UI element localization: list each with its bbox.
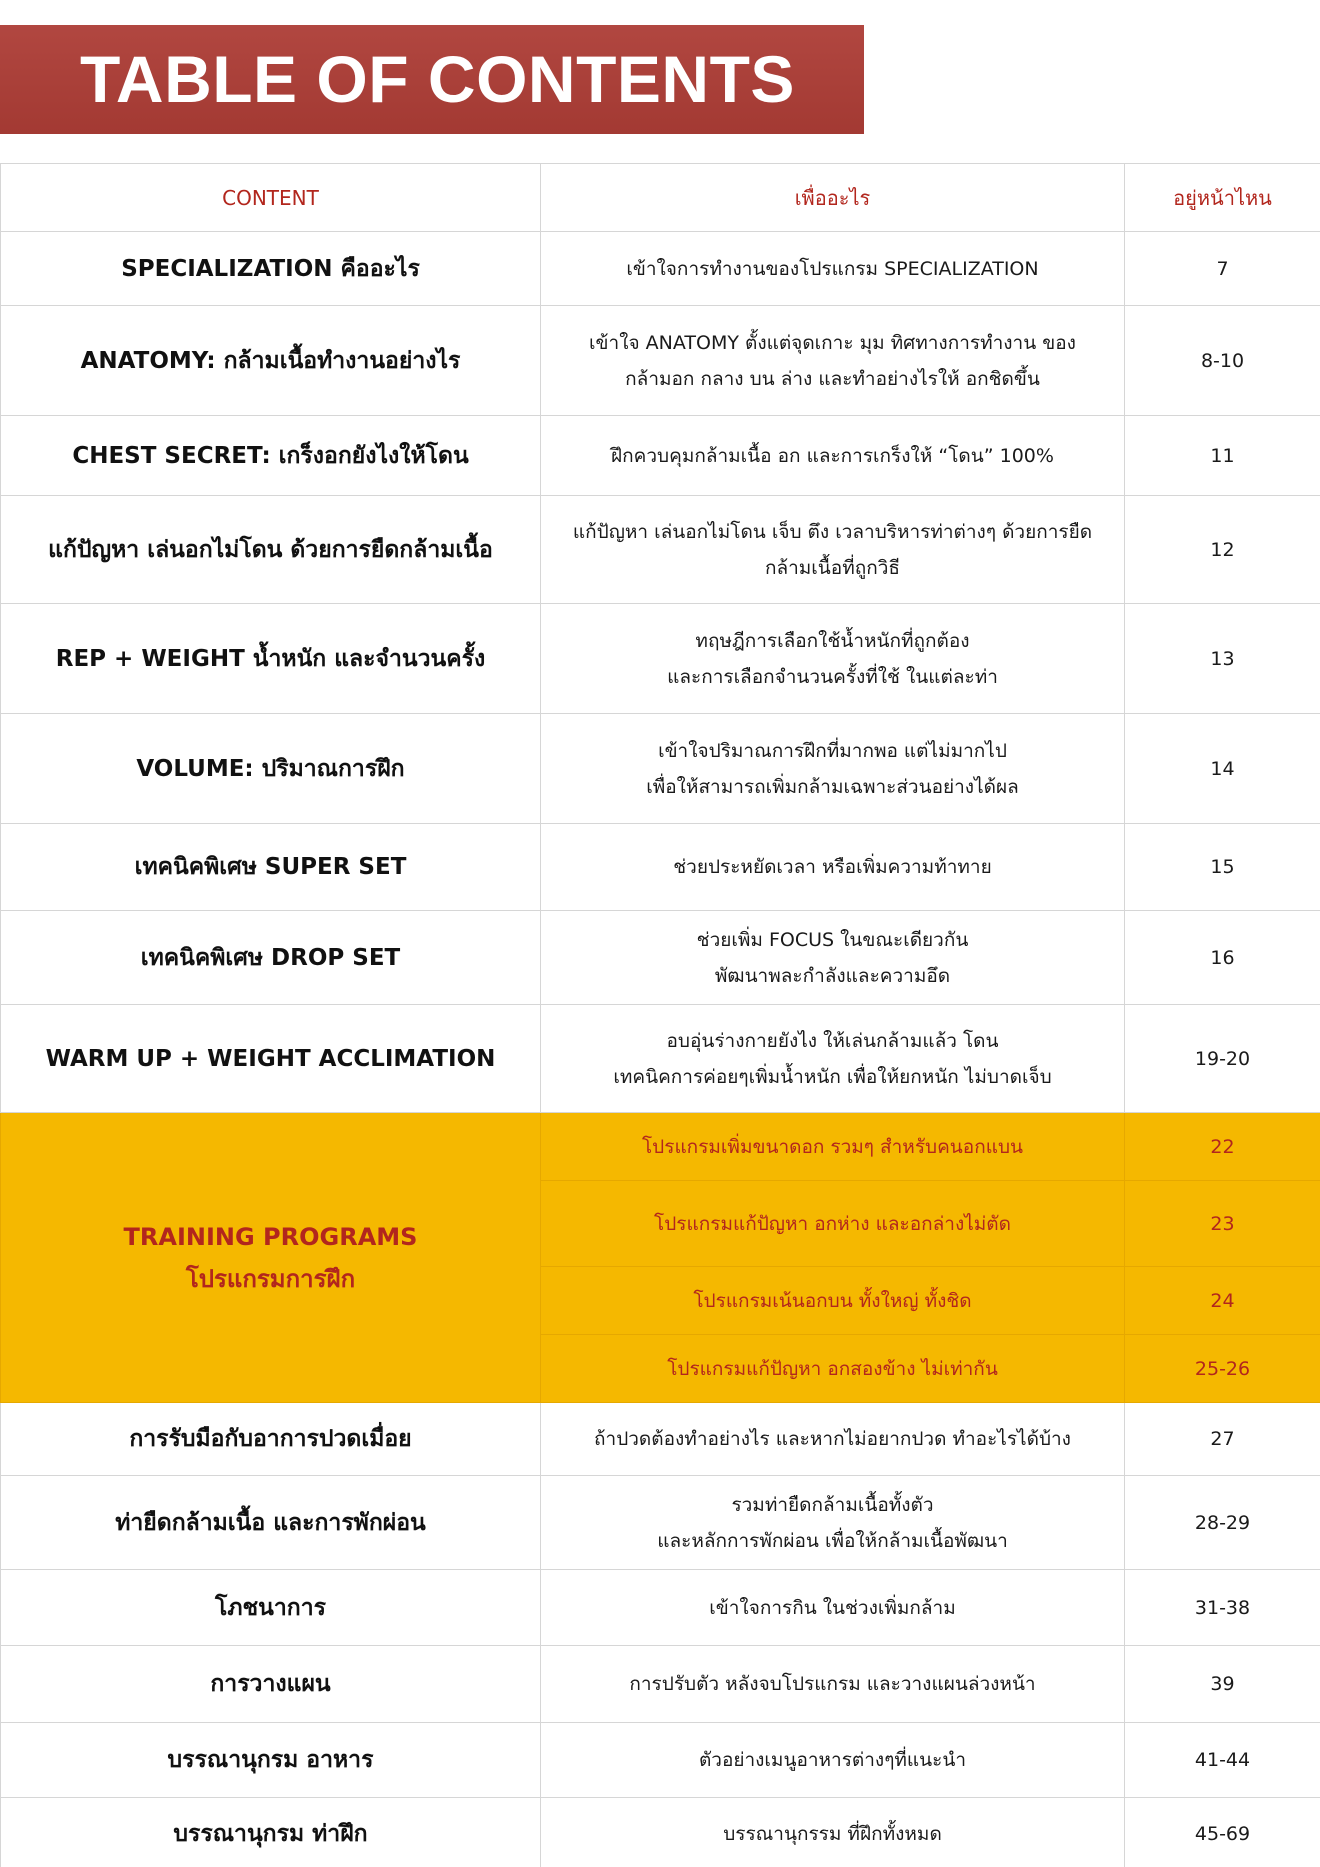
purpose-line: กล้ามอก กลาง บน ล่าง และทำอย่างไรให้ อกชิดขึ้น	[625, 367, 1040, 390]
purpose-line: เทคนิคการค่อยๆเพิ่มน้ำหนัก เพื่อให้ยกหนัก ไม่บาดเจ็บ	[613, 1065, 1052, 1088]
page-number: 31-38	[1125, 1570, 1320, 1646]
table-row	[1, 1403, 1320, 1476]
purpose-line: เพื่อให้สามารถเพิ่มกล้ามเฉพาะส่วนอย่างได้ผล	[646, 775, 1019, 798]
purpose-line: ถ้าปวดต้องทำอย่างไร และหากไม่อยากปวด ทำอะไรได้บ้าง	[594, 1428, 1071, 1450]
training-program-row	[1, 1113, 1320, 1181]
purpose-line: การปรับตัว หลังจบโปรแกรม และวางแผนล่วงหน้า	[629, 1673, 1036, 1695]
page-number: 13	[1125, 604, 1320, 714]
contents-table	[0, 163, 1320, 1867]
topic-cell: บรรณานุกรม ท่าฝึก	[1, 1798, 541, 1867]
table-row	[1, 1723, 1320, 1798]
topic-cell: เทคนิคพิเศษ DROP SET	[1, 911, 541, 1005]
table-row	[1, 306, 1320, 416]
purpose-cell	[541, 306, 1125, 416]
topic-cell: เทคนิคพิเศษ SUPER SET	[1, 824, 541, 911]
topic-cell: WARM UP + WEIGHT ACCLIMATION	[1, 1005, 541, 1113]
table-row	[1, 911, 1320, 1005]
page-number: 14	[1125, 714, 1320, 824]
table-row	[1, 714, 1320, 824]
topic-cell: แก้ปัญหา เล่นอกไม่โดน ด้วยการยืดกล้ามเนื้อ	[1, 496, 541, 604]
page-number: 24	[1125, 1267, 1320, 1335]
purpose-cell	[541, 416, 1125, 496]
page-number: 45-69	[1125, 1798, 1320, 1867]
title-banner	[0, 25, 864, 134]
purpose-line: พัฒนาพละกำลังและความอึด	[714, 964, 951, 987]
program-name: โปรแกรมเพิ่มขนาดอก รวมๆ สำหรับคนอกแบน	[541, 1113, 1125, 1181]
purpose-line: และการเลือกจำนวนครั้งที่ใช้ ในแต่ละท่า	[667, 665, 998, 688]
table-row	[1, 232, 1320, 306]
purpose-line: ช่วยประหยัดเวลา หรือเพิ่มความท้าทาย	[673, 856, 992, 878]
page-number: 22	[1125, 1113, 1320, 1181]
program-name: โปรแกรมแก้ปัญหา อกสองข้าง ไม่เท่ากัน	[541, 1335, 1125, 1403]
page-number: 25-26	[1125, 1335, 1320, 1403]
purpose-cell	[541, 1005, 1125, 1113]
page-number: 11	[1125, 416, 1320, 496]
page-number: 12	[1125, 496, 1320, 604]
page-number: 8-10	[1125, 306, 1320, 416]
column-header-purpose: เพื่ออะไร	[541, 164, 1125, 232]
topic-cell: ท่ายืดกล้ามเนื้อ และการพักผ่อน	[1, 1476, 541, 1570]
table-row	[1, 1646, 1320, 1723]
page-number: 23	[1125, 1181, 1320, 1267]
purpose-line: รวมท่ายืดกล้ามเนื้อทั้งตัว	[731, 1493, 934, 1516]
purpose-cell	[541, 496, 1125, 604]
program-name: โปรแกรมเน้นอกบน ทั้งใหญ่ ทั้งชิด	[541, 1267, 1125, 1335]
page-number: 27	[1125, 1403, 1320, 1476]
page-number: 19-20	[1125, 1005, 1320, 1113]
purpose-line: และหลักการพักผ่อน เพื่อให้กล้ามเนื้อพัฒนา	[657, 1529, 1008, 1552]
table-row	[1, 496, 1320, 604]
table-row	[1, 1005, 1320, 1113]
purpose-line: แก้ปัญหา เล่นอกไม่โดน เจ็บ ตึง เวลาบริหารท่าต่างๆ ด้วยการยืด	[572, 520, 1093, 543]
purpose-cell	[541, 1798, 1125, 1867]
purpose-line: บรรณานุกรรม ที่ฝึกทั้งหมด	[723, 1823, 942, 1845]
purpose-line: เข้าใจการทำงานของโปรแกรม SPECIALIZATION	[626, 257, 1039, 280]
topic-cell: SPECIALIZATION คืออะไร	[1, 232, 541, 306]
purpose-cell	[541, 714, 1125, 824]
purpose-cell	[541, 604, 1125, 714]
purpose-cell	[541, 1476, 1125, 1570]
purpose-cell	[541, 1646, 1125, 1723]
purpose-line: กล้ามเนื้อที่ถูกวิธี	[764, 556, 901, 579]
purpose-cell	[541, 824, 1125, 911]
purpose-cell	[541, 1723, 1125, 1798]
table-row	[1, 1798, 1320, 1867]
column-header-page: อยู่หน้าไหน	[1125, 164, 1320, 232]
table-row	[1, 604, 1320, 714]
page-number: 41-44	[1125, 1723, 1320, 1798]
purpose-cell	[541, 911, 1125, 1005]
table-row	[1, 824, 1320, 911]
topic-cell: CHEST SECRET: เกร็งอกยังไงให้โดน	[1, 416, 541, 496]
header-row	[1, 164, 1320, 232]
page-title: TABLE OF CONTENTS	[80, 42, 795, 116]
purpose-line: ตัวอย่างเมนูอาหารต่างๆที่แนะนำ	[698, 1749, 967, 1771]
purpose-line: เข้าใจปริมาณการฝึกที่มากพอ แต่ไม่มากไป	[658, 739, 1007, 762]
page-number: 28-29	[1125, 1476, 1320, 1570]
purpose-cell	[541, 1403, 1125, 1476]
topic-cell: การวางแผน	[1, 1646, 541, 1723]
topic-cell: VOLUME: ปริมาณการฝึก	[1, 714, 541, 824]
table-body	[1, 232, 1320, 1867]
topic-cell: ANATOMY: กล้ามเนื้อทำงานอย่างไร	[1, 306, 541, 416]
training-programs-label	[1, 1113, 541, 1403]
purpose-cell	[541, 1570, 1125, 1646]
table-row	[1, 1476, 1320, 1570]
topic-cell: โภชนาการ	[1, 1570, 541, 1646]
page-number: 16	[1125, 911, 1320, 1005]
topic-cell: REP + WEIGHT น้ำหนัก และจำนวนครั้ง	[1, 604, 541, 714]
purpose-line: เข้าใจการกิน ในช่วงเพิ่มกล้าม	[709, 1596, 956, 1619]
training-programs-title: TRAINING PROGRAMS	[123, 1222, 418, 1251]
purpose-line: ช่วยเพิ่ม FOCUS ในขณะเดียวกัน	[696, 928, 969, 951]
topic-cell: บรรณานุกรม อาหาร	[1, 1723, 541, 1798]
column-header-content: CONTENT	[1, 164, 541, 232]
purpose-cell	[541, 232, 1125, 306]
page-number: 7	[1125, 232, 1320, 306]
training-programs-subtitle: โปรแกรมการฝึก	[185, 1264, 356, 1293]
purpose-line: ทฤษฎีการเลือกใช้น้ำหนักที่ถูกต้อง	[695, 629, 970, 652]
table-row	[1, 1570, 1320, 1646]
topic-cell: การรับมือกับอาการปวดเมื่อย	[1, 1403, 541, 1476]
page-number: 15	[1125, 824, 1320, 911]
purpose-line: อบอุ่นร่างกายยังไง ให้เล่นกล้ามแล้ว โดน	[666, 1029, 999, 1052]
page-number: 39	[1125, 1646, 1320, 1723]
purpose-line: ฝึกควบคุมกล้ามเนื้อ อก และการเกร็งให้ “โดน” 100%	[611, 444, 1054, 467]
program-name: โปรแกรมแก้ปัญหา อกห่าง และอกล่างไม่ตัด	[541, 1181, 1125, 1267]
table-row	[1, 416, 1320, 496]
purpose-line: เข้าใจ ANATOMY ตั้งแต่จุดเกาะ มุม ทิศทางการทำงาน ของ	[589, 331, 1076, 354]
